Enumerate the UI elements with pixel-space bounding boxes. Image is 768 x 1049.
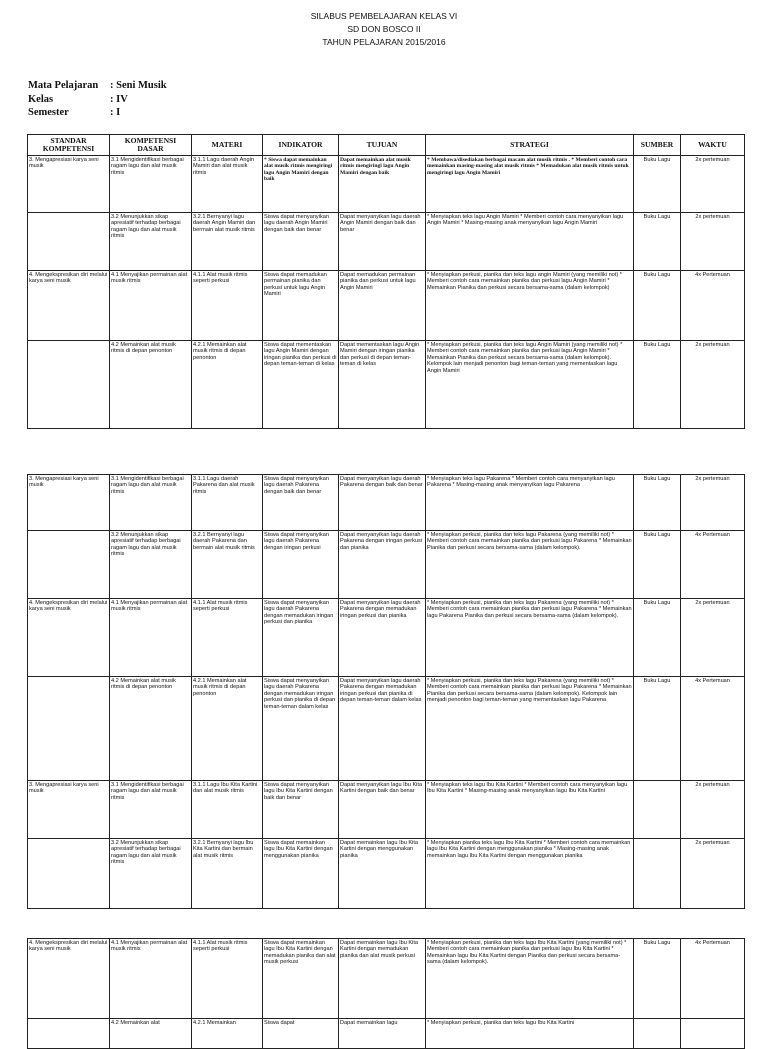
cell-strategi: * Menyiapkan pianika teks lagu Ibu Kita Kartini * Memberi contoh cara memainkan lagu Ibu Kita Kartini dengan menggunakan pianika * Masing-masing anak memainkan lagu Ibu Kita Kartini dengan menggunakan pianika — [426, 839, 634, 909]
table-row — [28, 677, 745, 781]
col-header-strategi: STRATEGI — [426, 135, 634, 156]
table-row — [28, 213, 745, 271]
cell-waktu — [681, 1019, 745, 1049]
table-row — [28, 781, 745, 839]
cell-standar: 3. Mengapresiasi karya seni musik — [28, 475, 110, 531]
cell-sumber: Buku Lagu — [634, 677, 681, 781]
cell-materi: 3.2.1 Bernyanyi lagu daerah Pakarena dan bermain alat musik ritmis — [192, 531, 263, 599]
table-row — [28, 839, 745, 909]
cell-waktu: 2x pertemuan — [681, 475, 745, 531]
cell-standar: 4. Mengekspresikan diri melalui karya seni musik — [28, 939, 110, 1019]
cell-kompetensi: 3.1 Mengidentifikasi berbagai ragam lagu dan alat musik ritmis — [110, 781, 192, 839]
cell-indikator: Siswa dapat memadukan permainan pianika dan perkusi untuk lagu Angin Mamiri — [263, 271, 339, 341]
meta-value: : IV — [110, 93, 128, 105]
cell-strategi: * Menyiapkan teks lagu Ibu Kita Kartini * Memberi contoh cara menyanyikan lagu Ibu Kita Kartini * Masing-masing anak menyanyikan lagu Ibu Kita Kartini — [426, 781, 634, 839]
cell-standar: 4. Mengekspresikan diri melalui karya seni musik — [28, 599, 110, 677]
meta-row-class — [28, 94, 167, 108]
cell-waktu: 4x Pertemuan — [681, 677, 745, 781]
cell-indikator: Siswa dapat memainkan lagu Ibu Kita Kartini dengan memadukan pianika dan alat musik perkusi — [263, 939, 339, 1019]
cell-tujuan: Dapat menyanyikan lagu daerah Pakarena dengan memadukan iringan perkusi dan pianika di depan teman-teman dalam kelas — [339, 677, 426, 781]
cell-kompetensi: 3.2 Menunjukkan sikap apresiatif terhadap berbagai ragam lagu dan alat musik ritmis — [110, 531, 192, 599]
cell-waktu: 2x pertemuan — [681, 599, 745, 677]
col-header-standar: STANDAR KOMPETENSI — [28, 135, 110, 156]
cell-waktu: 2x pertemuan — [681, 839, 745, 909]
cell-waktu: 4x Pertemuan — [681, 531, 745, 599]
cell-sumber: Buku Lagu — [634, 213, 681, 271]
table-header-row — [28, 135, 745, 156]
cell-materi: 3.2.1 Bernyanyi lagu Ibu Kita Kartini dan bermain alat musik ritmis — [192, 839, 263, 909]
cell-indikator: Siswa dapat menyanyikan lagu daerah Pakarena dengan baik dan benar — [263, 475, 339, 531]
cell-strategi: * Menyiapkan perkusi, pianika dan teks lagu Ibu Kita Kartini — [426, 1019, 634, 1049]
cell-strategi: * Menyiapkan perkusi, pianika dan teks lagu Pakarena (yang memiliki not) * Memberi contoh cara memainkan pianika dan perkusi lagu Pakarena * Memainkan Pianika dan perkusi secara bersama-sama (dalam kelompok). — [426, 531, 634, 599]
cell-tujuan: Dapat mementaskan lagu Angin Mamiri dengan iringan pianika dan perkusi di depan teman-teman di kelas — [339, 341, 426, 429]
cell-kompetensi: 3.2 Menunjukkan sikap apresiatif terhadap berbagai ragam lagu dan alat musik ritmis — [110, 839, 192, 909]
cell-waktu: 4x Pertemuan — [681, 939, 745, 1019]
cell-materi: 4.2.1 Memainkan alat musik ritmis di depan penonton — [192, 341, 263, 429]
meta-key: Kelas — [28, 93, 54, 105]
cell-sumber: Buku Lagu — [634, 341, 681, 429]
cell-indikator: Siswa dapat mementaskan lagu Angin Mamiri dengan iringan pianika dan perkusi di depan teman-teman di kelas — [263, 341, 339, 429]
table-row — [28, 531, 745, 599]
cell-materi: 4.1.1 Alat musik ritmis seperti perkusi — [192, 271, 263, 341]
cell-sumber: Buku Lagu — [634, 156, 681, 213]
cell-sumber: Buku Lagu — [634, 939, 681, 1019]
cell-standar — [28, 341, 110, 429]
cell-strategi: * Menyiapkan perkusi, pianika dan teks lagu Angin Mamiri (yang memiliki not) * Memberi contoh cara memainkan pianika dan perkusi lagu Angin Mamiri * Memainkan Pianika dan perkusi secara bersama-sama (dalam kelompok). Kelompok lain menjadi penonton bagi teman-teman yang mementaskan lagu Angin Mamiri — [426, 341, 634, 429]
col-header-sumber: SUMBER — [634, 135, 681, 156]
table-row — [28, 341, 745, 429]
cell-standar — [28, 531, 110, 599]
cell-waktu: 2x pertemuan — [681, 213, 745, 271]
cell-tujuan: Dapat memainkan lagu — [339, 1019, 426, 1049]
cell-strategi: * Menyiapkan teks lagu Pakarena * Memberi contoh cara menyanyikan lagu Pakarena * Masing-masing anak menyanyikan lagu Pakarena — [426, 475, 634, 531]
cell-kompetensi: 4.1 Menyajikan permainan alat musik ritmis — [110, 271, 192, 341]
cell-sumber: Buku Lagu — [634, 599, 681, 677]
cell-kompetensi: 3.2 Menunjukkan sikap apresiatif terhadap berbagai ragam lagu dan alat musik ritmis — [110, 213, 192, 271]
col-header-tujuan: TUJUAN — [339, 135, 426, 156]
col-header-kompetensi: KOMPETENSI DASAR — [110, 135, 192, 156]
meta-value: : Seni Musik — [110, 80, 167, 91]
cell-materi: 4.1.1 Alat musik ritmis seperti perkusi — [192, 939, 263, 1019]
cell-materi: 3.2.1 Bernyanyi lagu daerah Angin Mamiri dan bermain alat musik ritmis — [192, 213, 263, 271]
table-row — [28, 156, 745, 213]
cell-standar: 3. Mengapresiasi karya seni musik — [28, 156, 110, 213]
cell-materi: 3.1.1 Lagu daerah Angin Mamiri dan alat musik ritmis — [192, 156, 263, 213]
syllabus-table-3 — [27, 938, 745, 1049]
cell-indikator: Siswa dapat menyanyikan lagu daerah Pakarena dengan memadukan iringan perkusi dan pianika di depan teman-teman dalam kelas — [263, 677, 339, 781]
cell-indikator: * Siswa dapat memainkan alat musik ritmis mengiringi lagu Angin Mamiri dengan baik — [263, 156, 339, 213]
col-header-waktu: WAKTU — [681, 135, 745, 156]
cell-kompetensi: 4.2 Memainkan alat — [110, 1019, 192, 1049]
cell-kompetensi: 4.1 Menyajikan permainan alat musik ritmis — [110, 599, 192, 677]
cell-materi: 4.1.1 Alat musik ritmis seperti perkusi — [192, 599, 263, 677]
meta-key: Semester — [28, 107, 69, 118]
cell-tujuan: Dapat memainkan lagu Ibu Kita Kartini dengan menggunakan pianika — [339, 839, 426, 909]
cell-tujuan: Dapat memadukan permainan pianika dan perkusi untuk lagu Angin Mamiri — [339, 271, 426, 341]
cell-tujuan: Dapat menyanyikan lagu daerah Pakarena dengan baik dan benar — [339, 475, 426, 531]
meta-value: : I — [110, 107, 121, 118]
cell-strategi: * Menyiapkan perkusi, pianika dan teks lagu Pakarena (yang memiliki not) * Memberi contoh cara memainkan pianika dan perkusi lagu Pakarena * Memainkan lagu Pakarena Pianika dan perkusi secara bersama-sama (dalam kelompok). — [426, 599, 634, 677]
cell-strategi: * Membawa/disediakan berbagai macam alat musik ritmis . * Memberi contoh cara memainkan masing-masing alat musik ritmis * Memadukan alat musik ritmis untuk mengiringi lagu Angin Mamiri — [426, 156, 634, 213]
syllabus-table-2 — [27, 474, 745, 909]
cell-sumber: Buku Lagu — [634, 475, 681, 531]
cell-sumber — [634, 1019, 681, 1049]
cell-waktu: 4x Pertemuan — [681, 271, 745, 341]
cell-kompetensi: 4.2 Memainkan alat musik ritmis di depan penonton — [110, 677, 192, 781]
document-header — [0, 10, 768, 49]
cell-waktu: 2x pertemuan — [681, 156, 745, 213]
cell-indikator: Siswa dapat menyanyikan lagu daerah Pakarena dengan iringan perkusi — [263, 531, 339, 599]
cell-materi: 4.2.1 Memainkan — [192, 1019, 263, 1049]
cell-indikator: Siswa dapat menyanyikan lagu daerah Pakarena dengan memadukan iringan perkusi dan pianika — [263, 599, 339, 677]
cell-sumber — [634, 781, 681, 839]
cell-strategi: * Menyiapkan perkusi, pianika dan teks lagu Pakarena (yang memiliki not) * Memberi contoh cara memainkan pianika dan perkusi lagu Pakarena * Memainkan Pianika dan perkusi secara bersama-sama (dalam kelompok). Kelompok lain menjadi penonton bagi teman-teman yang mementaskan lagu Pakarena — [426, 677, 634, 781]
cell-strategi: * Menyiapkan teks lagu Angin Mamiri * Memberi contoh cara menyanyikan lagu Angin Mamiri * Masing-masing anak menyanyikan lagu Angin Mamiri — [426, 213, 634, 271]
cell-strategi: * Menyiapkan perkusi, pianika dan teks lagu Ibu Kita Kartini (yang memiliki not) * Memberi contoh cara memainkan pianika dan perkusi lagu Ibu Kita Kartini * Memainkan lagu Ibu Kita Kartini dengan Pianika dan perkusi secara bersama-sama (dalam kelompok). — [426, 939, 634, 1019]
cell-kompetensi: 4.1 Menyajikan permainan alat musik ritmis — [110, 939, 192, 1019]
cell-indikator: Siswa dapat menyanyikan lagu Ibu Kita Kartini dengan baik dan benar — [263, 781, 339, 839]
cell-materi: 4.2.1 Memainkan alat musik ritmis di depan penonton — [192, 677, 263, 781]
cell-sumber: Buku Lagu — [634, 271, 681, 341]
header-year: TAHUN PELAJARAN 2015/2016 — [322, 37, 446, 47]
cell-indikator: Siswa dapat menyanyikan lagu daerah Angin Mamiri dengan baik dan benar — [263, 213, 339, 271]
table-row — [28, 1019, 745, 1049]
meta-row-subject — [28, 80, 167, 94]
header-title: SILABUS PEMBELAJARAN KELAS VI — [310, 11, 458, 21]
cell-tujuan: Dapat menyanyikan lagu daerah Angin Mamiri dengan baik dan benar — [339, 213, 426, 271]
table-row — [28, 475, 745, 531]
cell-standar: 4. Mengekspresikan diri melalui karya seni musik — [28, 271, 110, 341]
cell-sumber — [634, 839, 681, 909]
cell-materi: 3.1.1 Lagu daerah Pakarena dan alat musik ritmis — [192, 475, 263, 531]
subject-info — [28, 80, 167, 121]
cell-indikator: Siswa dapat — [263, 1019, 339, 1049]
cell-tujuan: Dapat memainkan lagu Ibu Kita Kartini dengan memadukan pianika dan alat musik perkusi — [339, 939, 426, 1019]
cell-tujuan: Dapat memainkan alat musik ritmis mengiringi lagu Angin Mamiri dengan baik — [339, 156, 426, 213]
cell-sumber: Buku Lagu — [634, 531, 681, 599]
cell-materi: 3.1.1 Lagu Ibu Kita Kartini dan alat musik ritmis — [192, 781, 263, 839]
cell-kompetensi: 4.2 Memainkan alat musik ritmis di depan penonton — [110, 341, 192, 429]
meta-key: Mata Pelajaran — [28, 80, 99, 91]
table-row — [28, 271, 745, 341]
col-header-indikator: INDIKATOR — [263, 135, 339, 156]
cell-standar: 3. Mengapresiasi karya seni musik — [28, 781, 110, 839]
cell-strategi: * Menyiapkan perkusi, pianika dan teks lagu angin Mamiri (yang memiliki not) * Memberi contoh cara memainkan pianika dan perkusi lagu Angin Mamiri * Memainkan Pianika dan perkusi secara bersama-sama (dalam kelompok) — [426, 271, 634, 341]
cell-standar — [28, 213, 110, 271]
cell-tujuan: Dapat menyanyikan lagu Ibu Kita Kartini dengan baik dan benar — [339, 781, 426, 839]
cell-tujuan: Dapat menyanyikan lagu daerah Pakarena dengan memadukan iringan perkusi dan pianika — [339, 599, 426, 677]
meta-row-semester — [28, 107, 167, 121]
cell-kompetensi: 3.1 Mengidentifikasi berbagai ragam lagu dan alat musik ritmis — [110, 156, 192, 213]
cell-waktu: 2x pertemuan — [681, 341, 745, 429]
cell-kompetensi: 3.1 Mengidentifikasi berbagai ragam lagu dan alat musik ritmis — [110, 475, 192, 531]
syllabus-table-1 — [27, 134, 745, 429]
table-row — [28, 939, 745, 1019]
cell-waktu: 2x pertemuan — [681, 781, 745, 839]
col-header-materi: MATERI — [192, 135, 263, 156]
header-school: SD DON BOSCO II — [347, 24, 421, 34]
cell-standar — [28, 839, 110, 909]
cell-indikator: Siswa dapat memainkan lagu Ibu Kita Kartini dengan menggunakan pianika — [263, 839, 339, 909]
cell-standar — [28, 677, 110, 781]
table-row — [28, 599, 745, 677]
cell-tujuan: Dapat menyanyikan lagu daerah Pakarena dengan iringan perkusi dan pianika — [339, 531, 426, 599]
cell-standar — [28, 1019, 110, 1049]
